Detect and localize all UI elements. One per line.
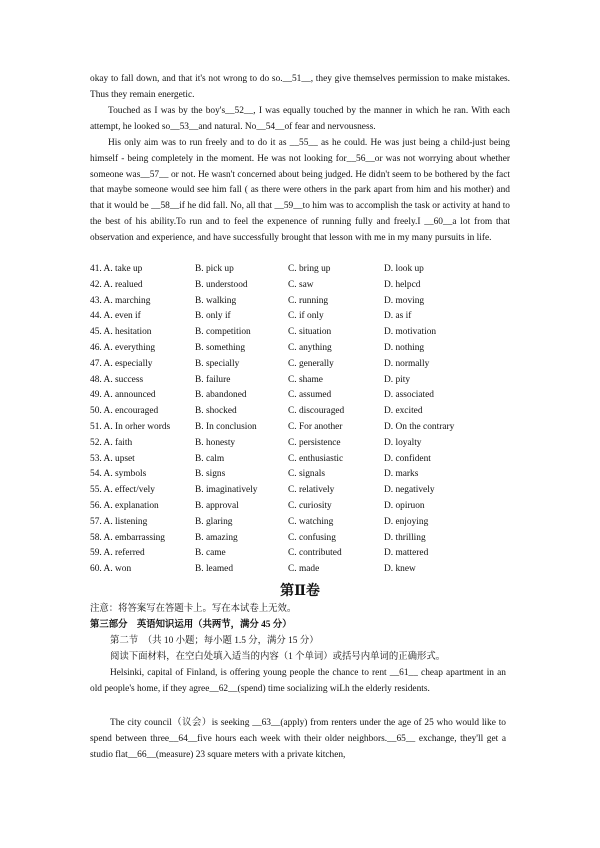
option-b: B. only if	[195, 311, 231, 322]
option-b: B. signs	[195, 469, 226, 480]
option-row	[90, 388, 520, 404]
option-c: C. made	[288, 564, 320, 575]
option-a: 55. A. effect/vely	[90, 485, 155, 496]
part-heading: 第三部分 英语知识运用（共两节，满分 45 分）	[90, 620, 292, 630]
option-c: C. relatively	[288, 485, 335, 496]
option-c: C. generally	[288, 358, 334, 369]
option-b: B. walking	[195, 295, 237, 306]
option-row	[90, 515, 520, 531]
option-a: 57. A. listening	[90, 516, 148, 527]
option-a: 51. A. In orher words	[90, 421, 171, 432]
option-a: 47. A. especially	[90, 358, 153, 369]
option-row	[90, 294, 520, 310]
option-c: C. curiosity	[288, 500, 332, 511]
option-c: C. assumed	[288, 390, 332, 401]
option-d: D. knew	[384, 564, 416, 575]
option-d: D. nothing	[384, 342, 425, 353]
option-row	[90, 309, 520, 325]
option-a: 42. A. realued	[90, 279, 143, 290]
option-c: C. persistence	[288, 437, 341, 448]
option-c: C. bring up	[288, 264, 331, 274]
option-c: C. signals	[288, 469, 325, 480]
option-d: D. confident	[384, 453, 431, 464]
passage-paragraph-1: okay to fall down, and that it's not wrong to do so.__51__, they give themselves permission to make mistakes. Thus they remain energetic.	[90, 74, 510, 100]
option-b: B. failure	[195, 374, 231, 385]
option-d: D. thrilling	[384, 532, 426, 543]
option-d: D. negatively	[384, 485, 435, 496]
option-d: D. On the contrary	[384, 421, 455, 432]
option-c: C. discouraged	[288, 406, 345, 417]
cloze-paragraph-2: The city council（议会）is seeking __63__(apply) from renters under the age of 25 who would like to spend between three__64__five hours each week with their older neighbors.__65__ exchange, they'll get a studio flat__66__(measure) 23 square meters with a private kitchen,	[90, 718, 506, 760]
section-title: 第Ⅱ卷	[280, 583, 320, 599]
option-c: C. situation	[288, 327, 332, 338]
option-row	[90, 420, 520, 436]
options-list	[90, 262, 520, 578]
option-b: B. leamed	[195, 564, 234, 575]
option-d: D. moving	[384, 295, 425, 306]
option-d: D. normally	[384, 358, 430, 369]
option-row	[90, 436, 520, 452]
option-b: B. amazing	[195, 532, 238, 543]
option-a: 43. A. marching	[90, 295, 151, 306]
instruction: 阅读下面材料，在空白处填入适当的内容（1 个单词）或括号内单词的正确形式。	[110, 652, 446, 662]
option-row	[90, 357, 520, 373]
option-row	[90, 373, 520, 389]
option-d: D. opiruon	[384, 500, 425, 511]
option-b: B. something	[195, 342, 246, 353]
option-a: 41. A. take up	[90, 264, 143, 274]
option-row	[90, 499, 520, 515]
option-a: 60. A. won	[90, 564, 132, 575]
option-b: B. competition	[195, 327, 251, 338]
option-row	[90, 404, 520, 420]
option-c: C. saw	[288, 279, 314, 290]
option-row	[90, 452, 520, 468]
sub-heading: 第二节 （共 10 小题；每小题 1.5 分，满分 15 分）	[110, 636, 319, 646]
option-row	[90, 325, 520, 341]
option-a: 54. A. symbols	[90, 469, 147, 480]
option-c: C. contributed	[288, 548, 342, 559]
option-c: C. anything	[288, 342, 332, 353]
option-row	[90, 546, 520, 562]
option-b: B. understood	[195, 279, 248, 290]
option-c: C. confusing	[288, 532, 336, 543]
option-b: B. approval	[195, 500, 239, 511]
option-a: 52. A. faith	[90, 437, 133, 448]
option-d: D. look up	[384, 264, 424, 274]
cloze-paragraph-1: Helsinki, capital of Finland, is offering young people the chance to rent __61__ cheap apartment in an old people's home, if they agree__62__(spend) time socializing wiLh the elderly residents.	[90, 668, 506, 694]
option-a: 49. A. announced	[90, 390, 156, 401]
option-d: D. excited	[384, 406, 423, 417]
option-b: B. came	[195, 548, 226, 559]
option-b: B. abandoned	[195, 390, 247, 401]
option-b: B. imaginatively	[195, 485, 258, 496]
option-c: C. shame	[288, 374, 323, 385]
option-a: 58. A. embarrassing	[90, 532, 165, 543]
passage-paragraph-2: Touched as I was by the boy's__52__, I was equally touched by the manner in which he ran. With each attempt, he looked so__53__and natural. No__54__of fear and nervousness.	[90, 106, 510, 132]
option-b: B. pick up	[195, 264, 234, 274]
answer-note: 注意：将答案写在答题卡上。写在本试卷上无效。	[90, 604, 297, 614]
option-b: B. honesty	[195, 437, 236, 448]
option-c: C. enthusiastic	[288, 453, 344, 464]
option-a: 48. A. success	[90, 374, 144, 385]
option-c: C. running	[288, 295, 329, 306]
option-a: 46. A. everything	[90, 342, 156, 353]
option-d: D. associated	[384, 390, 434, 401]
option-b: B. In conclusion	[195, 421, 257, 432]
option-b: B. specially	[195, 358, 240, 369]
option-row	[90, 531, 520, 547]
option-a: 44. A. even if	[90, 311, 141, 322]
option-d: D. motivation	[384, 327, 437, 338]
option-row	[90, 483, 520, 499]
option-row	[90, 262, 520, 278]
option-row	[90, 467, 520, 483]
option-row	[90, 341, 520, 357]
option-b: B. calm	[195, 453, 225, 464]
passage-paragraph-3: His only aim was to run freely and to do it as __55__ as he could. He was just being a child-just being himself - being completely in the moment. He was not looking for__56__or was not worrying about whether someone was__57__ or not. He wasn't concerned about being judged. He didn't seem to be bothered by the fact that maybe someone would see him fall ( as there were others in the park apart from him and his mother) and that it would be __58__if he did fall. No, all that __59__to him was to accomplish the task or activity at hand to the best of his ability.To run and to feel the expenence of running fully and freely.I __60__a lot from that observation and experience, and have successfully brought that lesson with me in my many pursuits in life.	[90, 138, 510, 243]
option-d: D. mattered	[384, 548, 429, 559]
option-c: C. For another	[288, 421, 343, 432]
option-c: C. if only	[288, 311, 324, 322]
option-c: C. watching	[288, 516, 334, 527]
option-d: D. enjoying	[384, 516, 429, 527]
option-a: 53. A. upset	[90, 453, 135, 464]
option-a: 59. A. referred	[90, 548, 145, 559]
option-d: D. as if	[384, 311, 412, 322]
option-b: B. glaring	[195, 516, 233, 527]
option-d: D. marks	[384, 469, 419, 480]
option-a: 45. A. hesitation	[90, 327, 152, 338]
option-row	[90, 562, 520, 578]
option-d: D. helpcd	[384, 279, 421, 290]
option-a: 50. A. encouraged	[90, 406, 159, 417]
option-d: D. loyalty	[384, 437, 422, 448]
option-b: B. shocked	[195, 406, 237, 417]
option-a: 56. A. explanation	[90, 500, 159, 511]
option-d: D. pity	[384, 374, 411, 385]
option-row	[90, 278, 520, 294]
